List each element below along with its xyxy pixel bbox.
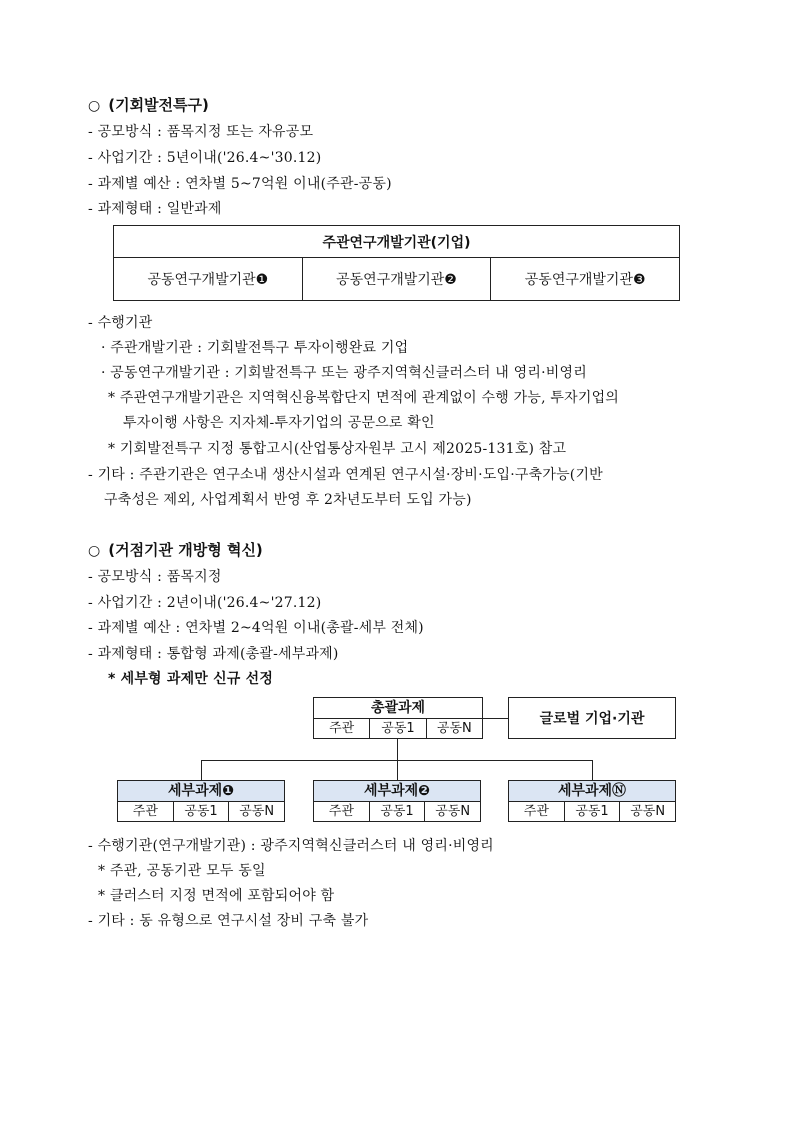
section1-heading <box>88 94 209 115</box>
sub-project-box <box>508 780 676 822</box>
org-table-cell: 공동연구개발기관❷ <box>302 258 491 301</box>
org-table <box>113 225 680 301</box>
s1-detail-5: * 기회발전특구 지정 통합고시(산업통상자원부 고시 제2025-131호) 참고 <box>108 441 567 457</box>
sub-project-subs <box>118 801 284 821</box>
sub-project-subs <box>314 801 480 821</box>
sub-cell: 주관 <box>314 802 369 821</box>
sub-project-title: 세부과제❶ <box>168 783 234 799</box>
s1-detail-6: - 기타 : 주관기관은 연구소내 생산시설과 연계된 연구시설·장비·도입·구축가능(기반 <box>88 467 603 483</box>
sub-cell: 공동1 <box>564 802 620 821</box>
sub-project-subs <box>509 801 675 821</box>
s1-detail-2: · 공동연구개발기관 : 기회발전특구 또는 광주지역혁신클러스터 내 영리·비영리 <box>101 365 587 381</box>
s2-line-3: - 과제형태 : 통합형 과제(총괄-세부과제) <box>88 646 339 662</box>
sub-cell: 공동1 <box>369 719 425 738</box>
s2-detail-2: * 클러스터 지정 면적에 포함되어야 함 <box>98 888 335 904</box>
sub-project-box <box>313 780 481 822</box>
s2-line-0: - 공모방식 : 품목지정 <box>88 569 222 585</box>
s2-detail-0: - 수행기관(연구개발기관) : 광주지역혁신클러스터 내 영리·비영리 <box>88 838 494 854</box>
s1-line-1: - 사업기간 : 5년이내('26.4~'30.12) <box>88 150 322 166</box>
sub-cell: 공동1 <box>173 802 229 821</box>
section2-title: (거점기관 개방형 혁신) <box>108 541 263 559</box>
sub-cell: 공동N <box>424 802 480 821</box>
circle-bullet: ○ <box>88 543 101 559</box>
sub-cell: 공동N <box>228 802 284 821</box>
umbrella-project-title: 총괄과제 <box>370 700 426 716</box>
s1-line-0: - 공모방식 : 품목지정 또는 자유공모 <box>88 124 314 140</box>
sub-project-title: 세부과제❷ <box>364 783 430 799</box>
sub-cell: 주관 <box>314 719 369 738</box>
section1-title: (기회발전특구) <box>108 96 209 114</box>
org-table-cell: 공동연구개발기관❶ <box>114 258 303 301</box>
s2-line-4: * 세부형 과제만 신규 선정 <box>108 671 274 687</box>
s2-detail-3: - 기타 : 동 유형으로 연구시설 장비 구축 불가 <box>88 913 369 929</box>
s2-line-1: - 사업기간 : 2년이내('26.4~'27.12) <box>88 595 322 611</box>
s1-detail-3: * 주관연구개발기관은 지역혁신융복합단지 면적에 관계없이 수행 가능, 투자기업의 <box>108 390 620 406</box>
connector-line <box>397 760 398 780</box>
s2-detail-1: * 주관, 공동기관 모두 동일 <box>98 863 266 879</box>
sub-cell: 주관 <box>509 802 564 821</box>
org-table-header: 주관연구개발기관(기업) <box>114 226 680 258</box>
sub-cell: 공동N <box>426 719 482 738</box>
umbrella-project-subs <box>314 718 482 738</box>
s1-detail-4: 투자이행 사항은 지자체-투자기업의 공문으로 확인 <box>123 415 435 431</box>
circle-bullet: ○ <box>88 98 101 114</box>
s1-line-3: - 과제형태 : 일반과제 <box>88 201 222 217</box>
s1-line-2: - 과제별 예산 : 연차별 5~7억원 이내(주관-공동) <box>88 176 392 192</box>
section2-heading <box>88 539 263 560</box>
connector-line <box>397 739 398 760</box>
s2-line-2: - 과제별 예산 : 연차별 2~4억원 이내(총괄-세부 전체) <box>88 620 424 636</box>
s1-detail-7: 구축성은 제외, 사업계획서 반영 후 2차년도부터 도입 가능) <box>104 492 472 508</box>
connector-line <box>592 760 593 780</box>
sub-project-title: 세부과제Ⓝ <box>557 783 627 799</box>
s1-detail-0: - 수행기관 <box>88 315 153 331</box>
connector-line <box>483 718 508 719</box>
sub-project-box <box>117 780 285 822</box>
sub-cell: 주관 <box>118 802 173 821</box>
connector-line <box>201 760 202 780</box>
s1-detail-1: · 주관개발기관 : 기회발전특구 투자이행완료 기업 <box>101 340 409 356</box>
umbrella-project-box <box>313 697 483 739</box>
sub-cell: 공동1 <box>369 802 425 821</box>
global-partner-box: 글로벌 기업·기관 <box>508 697 676 739</box>
sub-cell: 공동N <box>619 802 675 821</box>
org-table-cell: 공동연구개발기관❸ <box>491 258 680 301</box>
